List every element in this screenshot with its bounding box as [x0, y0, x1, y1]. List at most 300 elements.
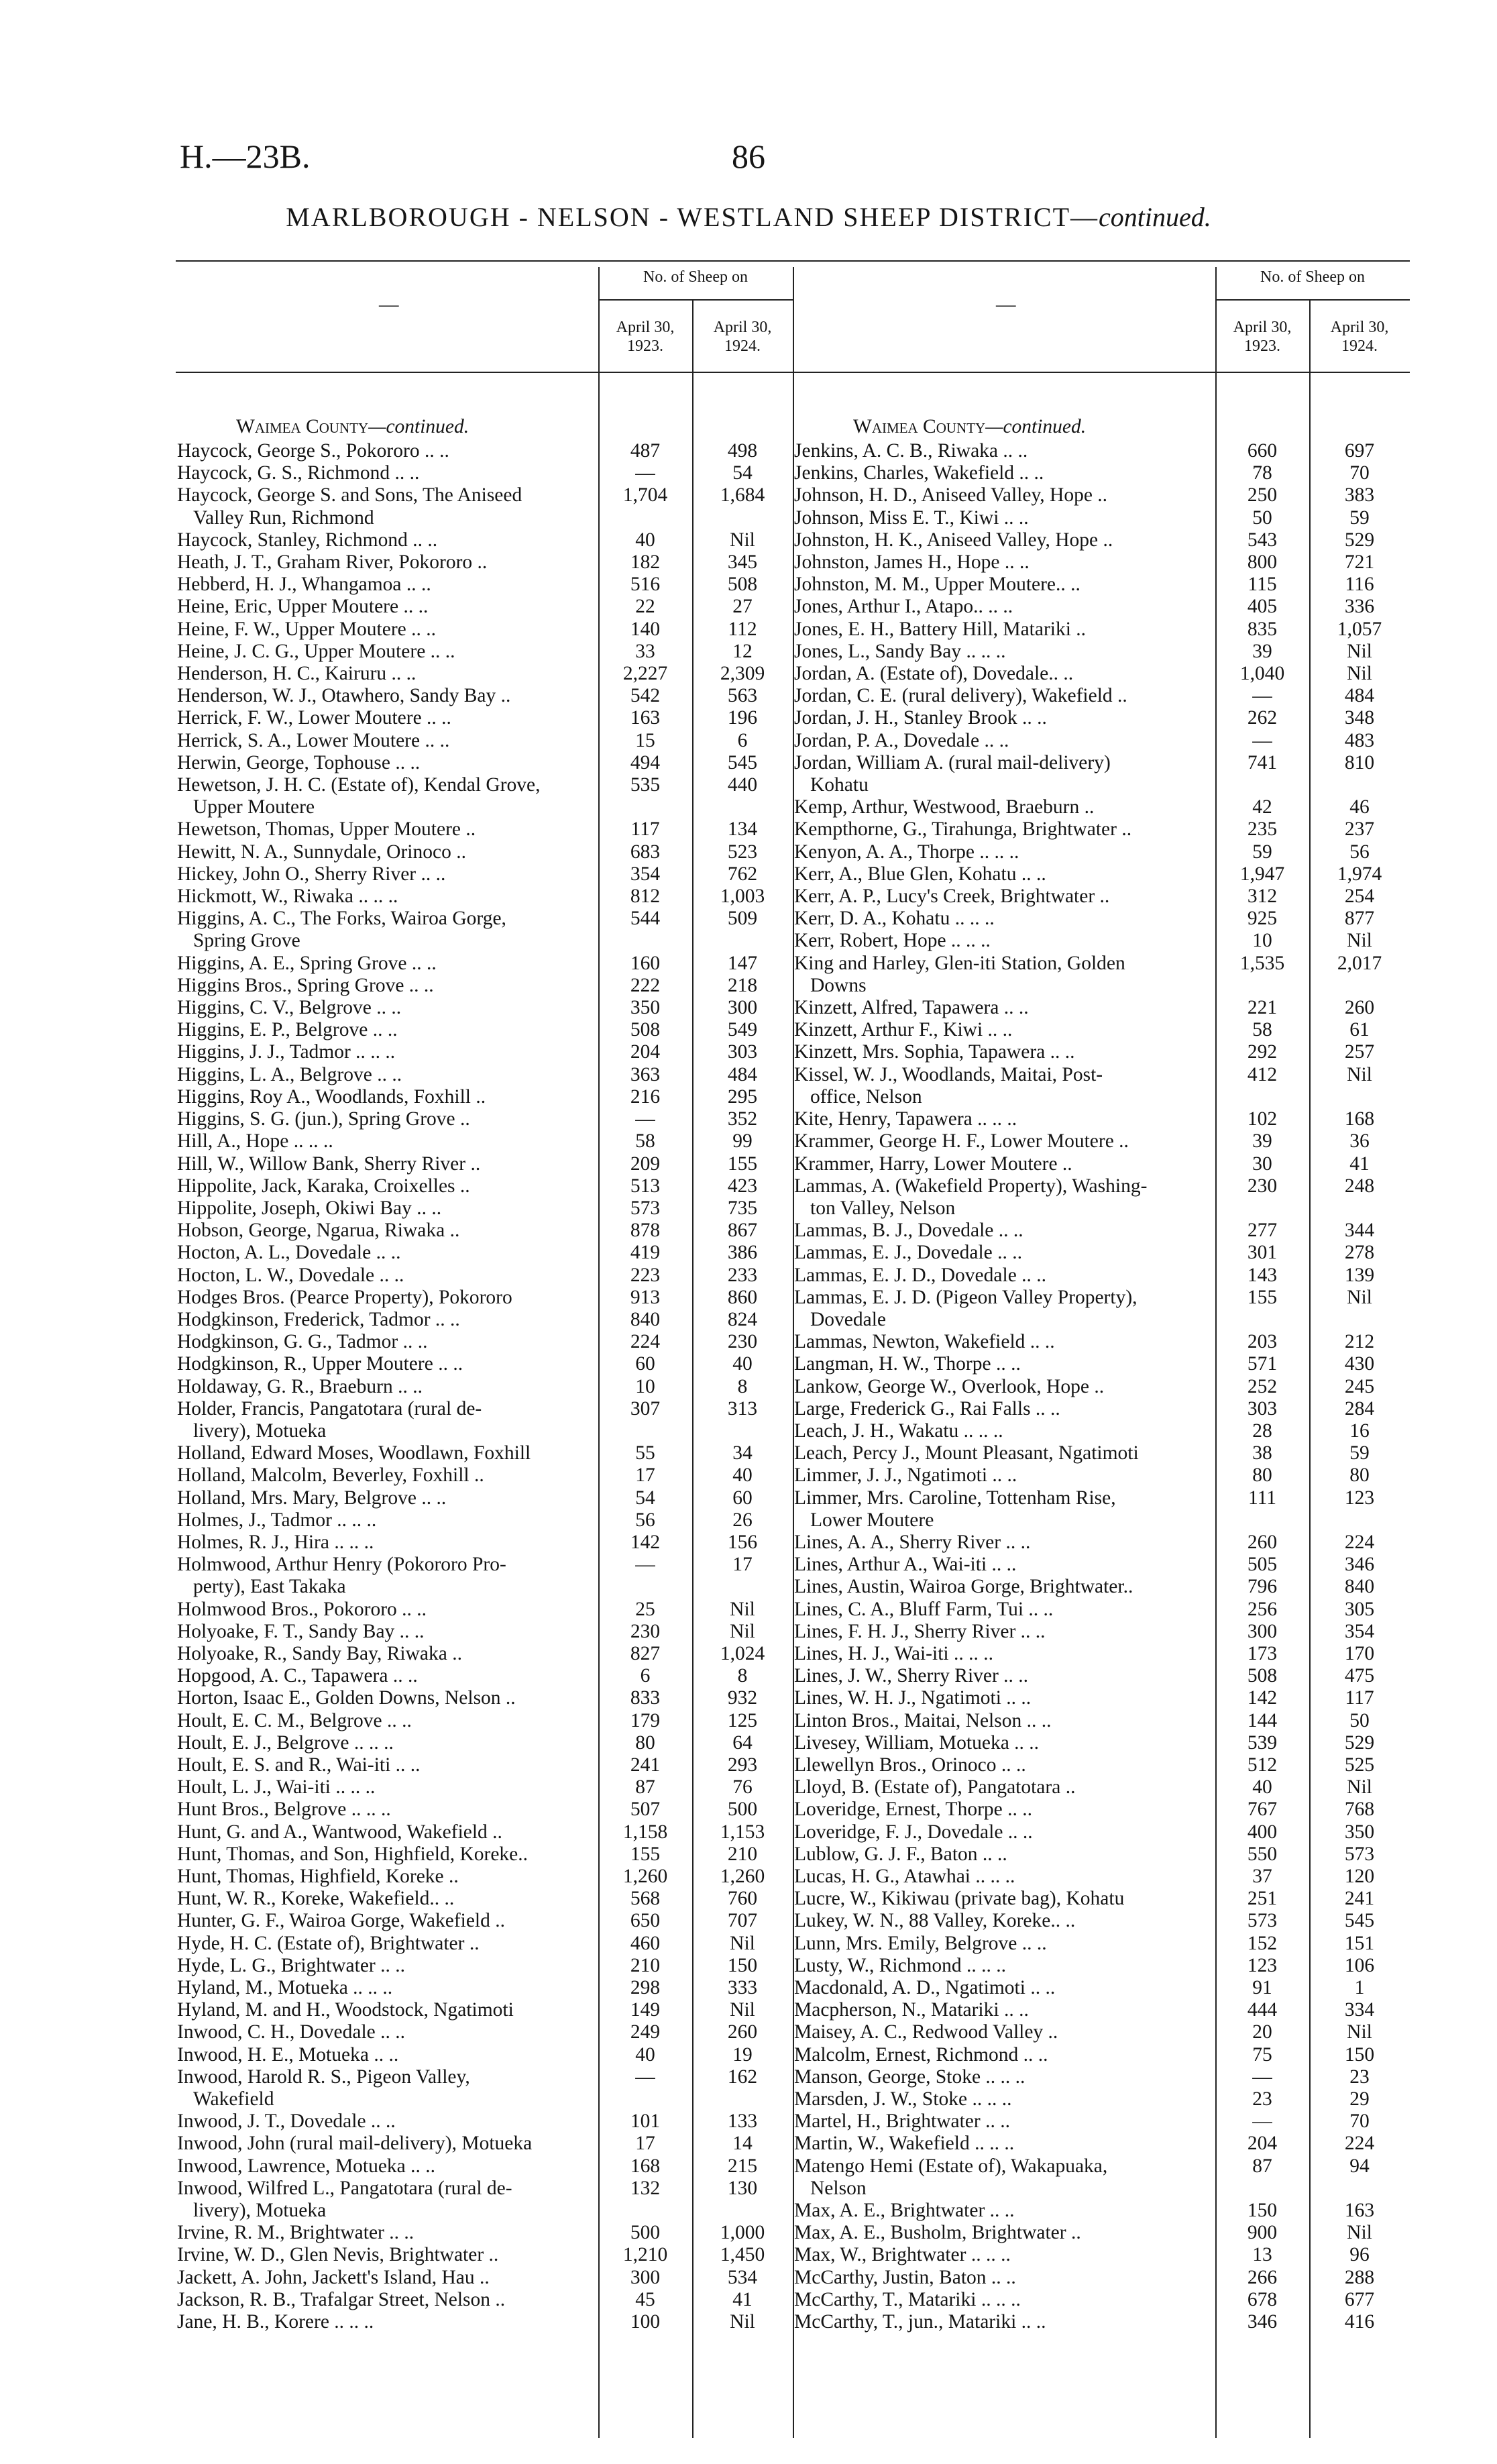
- owner-name: Lines, Austin, Wairoa Gorge, Brightwater..: [794, 1576, 1133, 1598]
- sheep-count-group-header: No. of Sheep on: [643, 268, 748, 286]
- owner-name-cell: [793, 440, 1215, 462]
- sheep-1924-cell: 163: [1344, 2200, 1375, 2222]
- table-row: [793, 484, 1410, 506]
- sheep-1924-cell: 245: [1344, 1375, 1375, 1397]
- owner-name-cell: [176, 1776, 598, 1799]
- owner-name-cell: [176, 1910, 598, 1932]
- owner-name-cell: [793, 886, 1215, 908]
- sheep-1923-cell: 1,040: [1239, 663, 1285, 685]
- title-suffix: continued.: [1099, 202, 1211, 232]
- owner-name-cell: [793, 707, 1215, 729]
- table-row: [793, 1108, 1410, 1130]
- sheep-1923-cell: 140: [630, 618, 661, 640]
- owner-name-cell: [176, 818, 598, 841]
- owner-name: Hunt Bros., Belgrove .. .. ..: [177, 1799, 391, 1821]
- owner-name-cell: [793, 1821, 1215, 1843]
- sheep-1923-cell: 354: [630, 863, 661, 885]
- sheep-1923-cell: 1,260: [622, 1866, 668, 1887]
- sheep-1923-cell: 1,947: [1239, 863, 1285, 885]
- table-row: [176, 663, 793, 685]
- sheep-1924-cell: 1,057: [1337, 618, 1382, 640]
- owner-name-cell: [176, 1665, 598, 1687]
- owner-name-cell: [176, 1331, 598, 1353]
- table-row: [176, 484, 793, 529]
- sheep-1924-cell: 423: [727, 1175, 758, 1197]
- table-row: [176, 2289, 793, 2311]
- sheep-1923-cell: 350: [630, 997, 661, 1019]
- owner-name: Lucre, W., Kikiwau (private bag), Kohatu: [794, 1888, 1125, 1910]
- owner-name-cell: [793, 1687, 1215, 1709]
- owner-name-cell: [793, 1019, 1215, 1041]
- owner-name: Martel, H., Brightwater .. ..: [794, 2110, 1010, 2133]
- owner-name-cell: [176, 752, 598, 774]
- group-header-rule: [598, 299, 793, 301]
- sheep-1923-cell: 878: [630, 1220, 661, 1242]
- col-1923-header: [1215, 318, 1309, 356]
- table-row: [176, 752, 793, 774]
- sheep-1923-cell: 152: [1247, 1932, 1278, 1954]
- sheep-1924-cell: 41: [1349, 1153, 1370, 1175]
- sheep-1924-cell: 545: [727, 751, 758, 773]
- table-row: [793, 818, 1410, 841]
- sheep-1923-cell: 487: [630, 440, 661, 462]
- owner-name-cell: [176, 1175, 598, 1197]
- table-row: [793, 1532, 1410, 1554]
- sheep-1924-cell: 237: [1344, 818, 1375, 841]
- owner-name-cell: [176, 841, 598, 863]
- owner-name: Hewetson, J. H. C. (Estate of), Kendal Grove,: [177, 774, 541, 796]
- owner-name-cell: [793, 1331, 1215, 1353]
- sheep-1923-cell: 539: [1247, 1731, 1278, 1754]
- owner-name: Holmwood Bros., Pokororo .. ..: [177, 1598, 427, 1620]
- sheep-1924-cell: 383: [1344, 484, 1375, 506]
- owner-name: Hunt, Thomas, Highfield, Koreke ..: [177, 1866, 459, 1887]
- owner-name-cell: [176, 462, 598, 484]
- owner-name-cell: [793, 1910, 1215, 1932]
- owner-name: Lines, F. H. J., Sherry River .. ..: [794, 1620, 1046, 1642]
- owner-name: Lines, Arthur A., Wai-iti .. ..: [794, 1554, 1017, 1576]
- owner-name-cell: [176, 863, 598, 886]
- table-row: [793, 1353, 1410, 1375]
- owner-name-cell: [793, 619, 1215, 641]
- sheep-1923-cell: 300: [630, 2266, 661, 2288]
- sheep-1923-cell: 262: [1247, 707, 1278, 729]
- sheep-1923-cell: 412: [1247, 1063, 1278, 1085]
- owner-name-cell: [793, 1999, 1215, 2021]
- table-row: [176, 1265, 793, 1287]
- owner-name: Lunn, Mrs. Emily, Belgrove .. ..: [794, 1932, 1047, 1954]
- owner-name: Langman, H. W., Thorpe .. ..: [794, 1353, 1021, 1375]
- table-row: [176, 2110, 793, 2133]
- table-row: [176, 975, 793, 997]
- owner-name-cell: [176, 1353, 598, 1375]
- sheep-1923-cell: 222: [630, 974, 661, 996]
- table-row: [176, 685, 793, 707]
- table-row: [793, 730, 1410, 752]
- sheep-1923-cell: 17: [635, 1464, 655, 1487]
- owner-name: Macdonald, A. D., Ngatimoti .. ..: [794, 1977, 1056, 1999]
- col-1923-header-line1: April 30,: [616, 319, 675, 336]
- owner-name-cell: [176, 2289, 598, 2311]
- sheep-1923-cell: 179: [630, 1709, 661, 1731]
- sheep-1924-cell: 867: [727, 1220, 758, 1242]
- owner-name: Jenkins, A. C. B., Riwaka .. ..: [794, 440, 1028, 462]
- sheep-1923-cell: 59: [1252, 841, 1272, 863]
- owner-name: Kerr, D. A., Kohatu .. .. ..: [794, 908, 995, 930]
- sheep-1923-cell: 312: [1247, 886, 1278, 908]
- owner-name: Lines, W. H. J., Ngatimoti .. ..: [794, 1687, 1032, 1709]
- sheep-1923-cell: 155: [630, 1843, 661, 1865]
- sheep-1924-cell: 168: [1344, 1108, 1375, 1130]
- owner-name: Jordan, J. H., Stanley Brook .. ..: [794, 707, 1047, 729]
- owner-name: Herrick, F. W., Lower Moutere .. ..: [177, 707, 451, 729]
- owner-name-cell: [793, 1732, 1215, 1754]
- sheep-1924-cell: 80: [1349, 1464, 1370, 1487]
- owner-name-cell: [176, 685, 598, 707]
- owner-name: Lusty, W., Richmond .. .. ..: [794, 1954, 1007, 1976]
- owner-name-cell: [176, 707, 598, 729]
- sheep-1924-cell: 573: [1344, 1843, 1375, 1865]
- owner-name-cell: [793, 752, 1215, 796]
- sheep-1923-cell: 102: [1247, 1108, 1278, 1130]
- sheep-1924-cell: Nil: [1347, 2222, 1372, 2244]
- table-row: [793, 2044, 1410, 2066]
- sheep-1923-cell: 307: [630, 1397, 661, 1420]
- sheep-1924-cell: 46: [1349, 796, 1370, 818]
- county-suffix: —continued.: [985, 416, 1087, 437]
- sheep-1924-cell: 27: [732, 596, 753, 618]
- sheep-1924-cell: 120: [1344, 1866, 1375, 1887]
- owner-name: Higgins, L. A., Belgrove .. ..: [177, 1063, 402, 1085]
- owner-name: Johnson, H. D., Aniseed Valley, Hope ..: [794, 484, 1108, 506]
- sheep-1924-cell: 354: [1344, 1620, 1375, 1642]
- owner-name-cell: [793, 1754, 1215, 1776]
- table-row: [793, 1955, 1410, 1977]
- sheep-1924-cell: 19: [732, 2043, 753, 2066]
- owner-name-cell: [176, 1799, 598, 1821]
- sheep-1923-cell: 512: [1247, 1754, 1278, 1776]
- county-heading: [176, 373, 793, 440]
- owner-name-cell: [176, 953, 598, 975]
- owner-name-cell: [176, 1019, 598, 1041]
- owner-name-cell: [176, 2155, 598, 2178]
- sheep-1924-cell: 230: [727, 1331, 758, 1353]
- sheep-1924-cell: 36: [1349, 1130, 1370, 1153]
- owner-name: McCarthy, Justin, Baton .. ..: [794, 2266, 1016, 2288]
- owner-name-continuation: Wakefield: [193, 2088, 274, 2110]
- table-row: [793, 1866, 1410, 1888]
- county-name: Waimea County: [236, 416, 369, 437]
- owner-name: Loveridge, F. J., Dovedale .. ..: [794, 1821, 1033, 1843]
- sheep-1924-cell: 288: [1344, 2266, 1375, 2288]
- sheep-1924-cell: 1,450: [720, 2244, 765, 2266]
- owner-name-cell: [176, 2133, 598, 2155]
- table-row: [176, 1064, 793, 1086]
- owner-name-cell: [176, 1309, 598, 1331]
- sheep-1923-cell: 40: [1252, 1776, 1272, 1799]
- owner-name: Hocton, L. W., Dovedale .. ..: [177, 1264, 404, 1286]
- table-row: [176, 2244, 793, 2266]
- sheep-1924-cell: 545: [1344, 1910, 1375, 1932]
- table-row: [176, 774, 793, 818]
- table-row: [793, 908, 1410, 930]
- table-row: [176, 641, 793, 663]
- col-1924-header-line2: 1924.: [1341, 337, 1378, 355]
- sheep-1923-cell: 10: [635, 1375, 655, 1397]
- sheep-1924-cell: 254: [1344, 886, 1375, 908]
- owner-name-continuation: Dovedale: [810, 1308, 887, 1330]
- table-row: [793, 1710, 1410, 1732]
- sheep-1923-cell: 500: [630, 2222, 661, 2244]
- sheep-1923-cell: 75: [1252, 2043, 1272, 2066]
- sheep-1924-cell: 16: [1349, 1420, 1370, 1442]
- owner-name: Hunter, G. F., Wairoa Gorge, Wakefield ..: [177, 1910, 505, 1932]
- sheep-1924-cell: 233: [727, 1264, 758, 1286]
- owner-name-continuation: Nelson: [810, 2177, 867, 2199]
- owner-name: Herrick, S. A., Lower Moutere .. ..: [177, 729, 450, 751]
- owner-name-cell: [793, 1287, 1215, 1331]
- sheep-1923-cell: 460: [630, 1932, 661, 1954]
- owner-name-cell: [176, 1287, 598, 1309]
- sheep-1924-cell: 1,260: [720, 1866, 765, 1887]
- table-row: [176, 886, 793, 908]
- sheep-1924-cell: 416: [1344, 2311, 1375, 2333]
- owner-name: Max, A. E., Busholm, Brightwater ..: [794, 2222, 1081, 2244]
- owner-name-cell: [793, 730, 1215, 752]
- sheep-1924-cell: Nil: [1347, 2021, 1372, 2043]
- table-row: [176, 1799, 793, 1821]
- owner-name-cell: [176, 1888, 598, 1910]
- table-row: [793, 2289, 1410, 2311]
- owner-name-cell: [176, 1843, 598, 1866]
- owner-name-cell: [793, 462, 1215, 484]
- table-row: [793, 1153, 1410, 1175]
- sheep-1923-cell: 292: [1247, 1041, 1278, 1063]
- owner-name-cell: [793, 1665, 1215, 1687]
- sheep-1924-cell: 932: [727, 1687, 758, 1709]
- owner-name-continuation: Valley Run, Richmond: [193, 506, 374, 529]
- owner-name-cell: [793, 1153, 1215, 1175]
- sheep-1924-cell: 224: [1344, 1531, 1375, 1553]
- sheep-1923-cell: 833: [630, 1687, 661, 1709]
- table-row: [176, 1175, 793, 1197]
- table-row: [793, 2155, 1410, 2200]
- owner-name-continuation: livery), Motueka: [193, 2200, 327, 2222]
- sheep-1924-cell: 50: [1349, 1709, 1370, 1731]
- sheep-1924-cell: Nil: [1347, 930, 1372, 952]
- sheep-1923-cell: 812: [630, 886, 661, 908]
- sheep-1924-cell: 350: [1344, 1821, 1375, 1843]
- sheep-1924-cell: 139: [1344, 1264, 1375, 1286]
- sheep-1923-cell: 535: [630, 774, 661, 796]
- sheep-1924-cell: 151: [1344, 1932, 1375, 1954]
- table-row: [793, 2311, 1410, 2333]
- sheep-1923-cell: 494: [630, 751, 661, 773]
- sheep-1923-cell: 741: [1247, 751, 1278, 773]
- sheep-1924-cell: 155: [727, 1153, 758, 1175]
- sheep-1924-cell: 475: [1344, 1665, 1375, 1687]
- col-1924-header: [692, 318, 793, 356]
- table-row: [793, 1599, 1410, 1621]
- table-row: [176, 2066, 793, 2110]
- county-suffix: —continued.: [368, 416, 469, 437]
- owner-name: Holdaway, G. R., Braeburn .. ..: [177, 1375, 423, 1397]
- owner-name: Hunt, G. and A., Wantwood, Wakefield ..: [177, 1821, 502, 1843]
- owner-name: Heine, F. W., Upper Moutere .. ..: [177, 618, 436, 640]
- table-row: [793, 2200, 1410, 2222]
- table-row: [176, 1019, 793, 1041]
- owner-name-cell: [176, 1464, 598, 1487]
- sheep-1924-cell: 2,017: [1337, 952, 1382, 974]
- sheep-1924-cell: 260: [1344, 997, 1375, 1019]
- owner-name: Lublow, G. J. F., Baton .. ..: [794, 1843, 1007, 1865]
- table-row: [176, 1599, 793, 1621]
- owner-name-continuation: Spring Grove: [193, 930, 300, 952]
- owner-name: Hippolite, Joseph, Okiwi Bay .. ..: [177, 1197, 442, 1219]
- owner-name: Heine, Eric, Upper Moutere .. ..: [177, 596, 429, 618]
- sheep-1924-cell: 6: [737, 729, 748, 751]
- owner-name: Kite, Henry, Tapawera .. .. ..: [794, 1108, 1017, 1130]
- owner-name: Jordan, P. A., Dovedale .. ..: [794, 729, 1009, 751]
- sheep-1924-cell: 29: [1349, 2088, 1370, 2110]
- sheep-1923-cell: 91: [1252, 1977, 1272, 1999]
- owner-name-cell: [176, 774, 598, 818]
- header-top-rule: [176, 260, 793, 262]
- right-table: [793, 260, 1410, 2333]
- sheep-1924-cell: 500: [727, 1799, 758, 1821]
- sheep-1924-cell: 260: [727, 2021, 758, 2043]
- sheep-1924-cell: 150: [727, 1954, 758, 1976]
- sheep-1924-cell: 170: [1344, 1642, 1375, 1664]
- owner-name-cell: [176, 1064, 598, 1086]
- table-row: [793, 1287, 1410, 1331]
- table-row: [176, 1220, 793, 1242]
- owner-name-cell: [176, 886, 598, 908]
- owner-name-cell: [793, 1487, 1215, 1532]
- table-row: [176, 1398, 793, 1442]
- sheep-1923-cell: 163: [630, 707, 661, 729]
- sheep-1923-cell: 1,158: [622, 1821, 668, 1843]
- table-row: [176, 2021, 793, 2043]
- table-row: [176, 1665, 793, 1687]
- owner-name: Lines, C. A., Bluff Farm, Tui .. ..: [794, 1598, 1054, 1620]
- owner-name-cell: [176, 1532, 598, 1554]
- sheep-1923-cell: 37: [1252, 1866, 1272, 1887]
- owner-name-cell: [793, 908, 1215, 930]
- sheep-1923-cell: 117: [630, 818, 660, 841]
- owner-name-cell: [176, 1955, 598, 1977]
- owner-name: McCarthy, T., jun., Matariki .. ..: [794, 2311, 1046, 2333]
- table-row: [793, 1554, 1410, 1576]
- owner-name-cell: [793, 1955, 1215, 1977]
- owner-name: Higgins, S. G. (jun.), Spring Grove ..: [177, 1108, 470, 1130]
- owner-name: Hodgkinson, Frederick, Tadmor .. ..: [177, 1308, 460, 1330]
- sheep-1924-cell: 70: [1349, 462, 1370, 484]
- owner-name-cell: [793, 484, 1215, 506]
- owner-name: Kinzett, Mrs. Sophia, Tapawera .. ..: [794, 1041, 1075, 1063]
- sheep-1923-cell: 203: [1247, 1331, 1278, 1353]
- owner-name: Jenkins, Charles, Wakefield .. ..: [794, 462, 1044, 484]
- table-row: [793, 796, 1410, 818]
- owner-name-cell: [793, 1843, 1215, 1866]
- owner-name: Higgins Bros., Spring Grove .. ..: [177, 974, 434, 996]
- sheep-1923-cell: —: [635, 462, 655, 484]
- sheep-1923-cell: 2,227: [622, 663, 668, 685]
- owner-name-continuation: Upper Moutere: [193, 796, 315, 818]
- table-row: [176, 2155, 793, 2178]
- owner-name-cell: [793, 1643, 1215, 1665]
- owner-name: Jordan, William A. (rural mail-delivery): [794, 751, 1111, 773]
- owner-name-cell: [793, 1265, 1215, 1287]
- sheep-1923-cell: 23: [1252, 2088, 1272, 2110]
- owner-name-cell: [793, 953, 1215, 997]
- sheep-1924-cell: 352: [727, 1108, 758, 1130]
- sheep-1923-cell: 835: [1247, 618, 1278, 640]
- table-row: [793, 507, 1410, 529]
- table-row: [176, 596, 793, 618]
- sheep-1923-cell: 50: [1252, 506, 1272, 529]
- table-row: [793, 1687, 1410, 1709]
- table-row: [176, 953, 793, 975]
- owner-name-cell: [793, 1442, 1215, 1464]
- owner-name-cell: [793, 1888, 1215, 1910]
- sheep-1923-cell: 17: [635, 2133, 655, 2155]
- sheep-1924-cell: 336: [1344, 596, 1375, 618]
- owner-name-cell: [176, 1242, 598, 1264]
- owner-name: Hoult, E. C. M., Belgrove .. ..: [177, 1709, 412, 1731]
- sheep-1923-cell: 142: [1247, 1687, 1278, 1709]
- owner-name: King and Harley, Glen-iti Station, Golden: [794, 952, 1125, 974]
- sheep-1924-cell: Nil: [730, 1598, 755, 1620]
- sheep-1924-cell: 760: [727, 1888, 758, 1910]
- owner-name-cell: [176, 551, 598, 574]
- table-row: [793, 1977, 1410, 1999]
- owner-name: Hewetson, Thomas, Upper Moutere ..: [177, 818, 476, 841]
- sheep-1923-cell: 15: [635, 729, 655, 751]
- owner-name-cell: [793, 796, 1215, 818]
- sheep-1923-cell: 542: [630, 685, 661, 707]
- owner-name: Hyde, H. C. (Estate of), Brightwater ..: [177, 1932, 480, 1954]
- owner-name-cell: [793, 596, 1215, 618]
- owner-name: Hoult, E. S. and R., Wai-iti .. ..: [177, 1754, 421, 1776]
- owner-name: Hoult, L. J., Wai-iti .. .. ..: [177, 1776, 376, 1799]
- table-row: [176, 2267, 793, 2289]
- sheep-1923-cell: 13: [1252, 2244, 1272, 2266]
- table-row: [176, 1041, 793, 1063]
- table-row: [793, 1799, 1410, 1821]
- owner-name: Kerr, A. P., Lucy's Creek, Brightwater ..: [794, 886, 1110, 908]
- sheep-1923-cell: 303: [1247, 1397, 1278, 1420]
- sheep-1923-cell: 40: [635, 529, 655, 551]
- owner-name: Kenyon, A. A., Thorpe .. .. ..: [794, 841, 1019, 863]
- sheep-1923-cell: 142: [630, 1531, 661, 1553]
- owner-name: Livesey, William, Motueka .. ..: [794, 1731, 1040, 1754]
- table-row: [176, 2133, 793, 2155]
- sheep-1923-cell: 544: [630, 908, 661, 930]
- sheep-1924-cell: 707: [727, 1910, 758, 1932]
- sheep-1923-cell: —: [1252, 2066, 1272, 2088]
- sheep-1924-cell: 133: [727, 2110, 758, 2133]
- sheep-1924-cell: 293: [727, 1754, 758, 1776]
- owner-name-cell: [793, 2110, 1215, 2133]
- owner-name-cell: [793, 663, 1215, 685]
- owner-name: Krammer, Harry, Lower Moutere ..: [794, 1153, 1072, 1175]
- owner-name-continuation: livery), Motueka: [193, 1420, 327, 1442]
- sheep-1923-cell: 60: [635, 1353, 655, 1375]
- owner-name: Kissel, W. J., Woodlands, Maitai, Post-: [794, 1063, 1103, 1085]
- owner-name-cell: [176, 1621, 598, 1643]
- sheep-1923-cell: 40: [635, 2043, 655, 2066]
